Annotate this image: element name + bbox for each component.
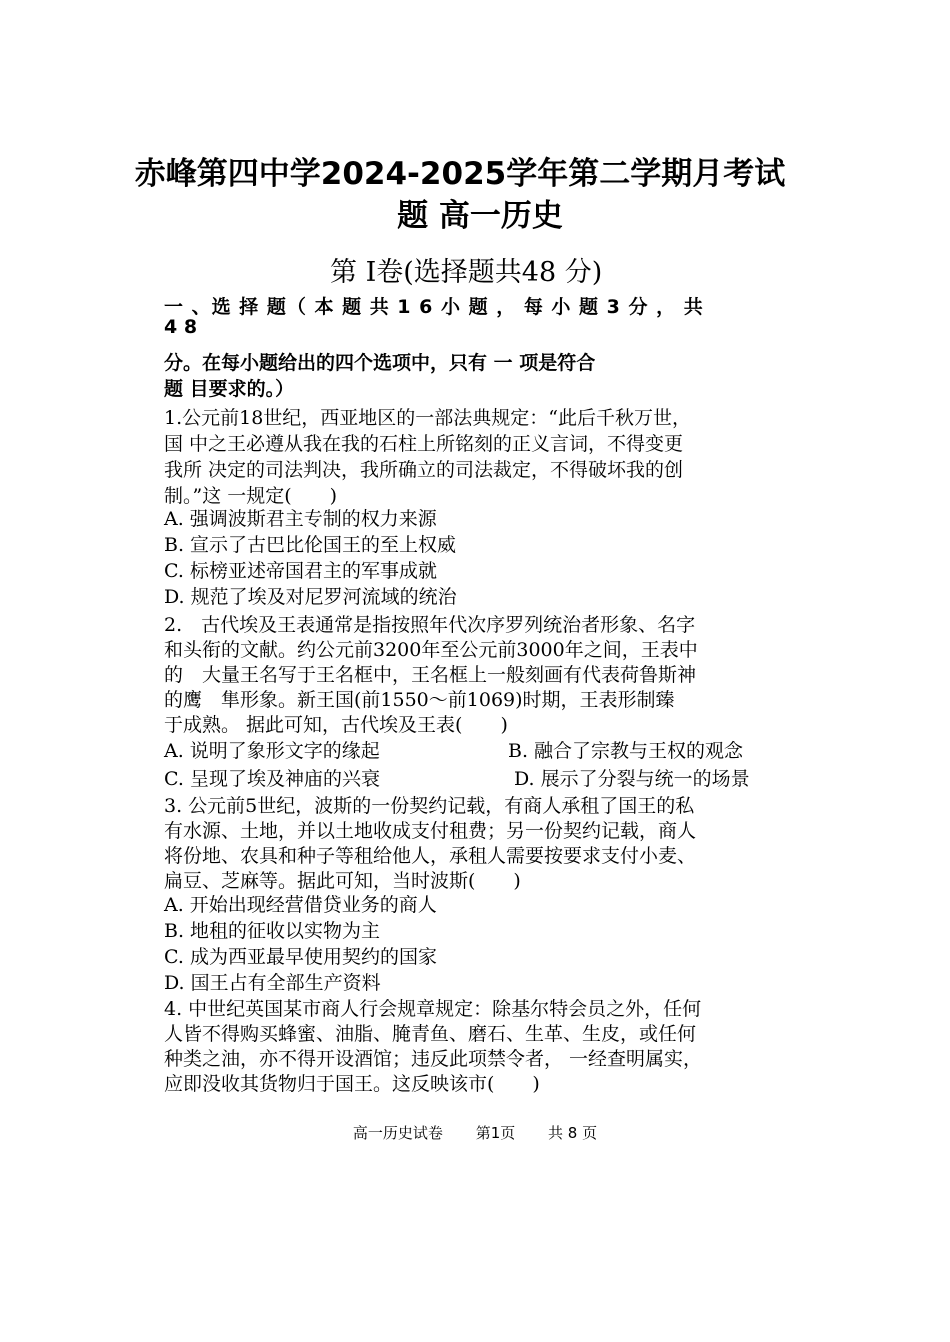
- section-instruction-line2: 4 8: [164, 316, 198, 338]
- question-3-option-b[interactable]: B. 地租的征收以实物为主: [164, 920, 381, 942]
- question-2-option-c[interactable]: C. 呈现了埃及神庙的兴衰: [164, 768, 380, 790]
- question-2-line: 2. 古代埃及王表通常是指按照年代次序罗列统治者形象、名字: [164, 614, 696, 636]
- exam-title-line2: 题 高一历史: [397, 198, 563, 234]
- question-3-option-c[interactable]: C. 成为西亚最早使用契约的国家: [164, 946, 437, 968]
- question-2-line: 和头衔的文献。约公元前3200年至公元前3000年之间，王表中: [164, 639, 698, 661]
- question-3-line: 3. 公元前5世纪，波斯的一份契约记载，有商人承租了国王的私: [164, 795, 695, 817]
- question-2-option-b[interactable]: B. 融合了宗教与王权的观念: [508, 740, 744, 762]
- question-4-line: 4. 中世纪英国某市商人行会规章规定：除基尔特会员之外，任何: [164, 998, 702, 1020]
- question-3-option-a[interactable]: A. 开始出现经营借贷业务的商人: [164, 894, 437, 916]
- question-1-option-b[interactable]: B. 宣示了古巴比伦国王的至上权威: [164, 534, 457, 556]
- section-instruction-line4: 题 目要求的。）: [164, 378, 295, 400]
- exam-title-line1: 赤峰第四中学2024-2025学年第二学期月考试: [134, 156, 786, 192]
- volume-heading: 第 Ⅰ卷(选择题共48 分): [330, 257, 603, 288]
- question-1-option-a[interactable]: A. 强调波斯君主专制的权力来源: [164, 508, 437, 530]
- question-4-line: 人皆不得购买蜂蜜、油脂、腌青鱼、磨石、生革、生皮，或任何: [164, 1023, 697, 1045]
- section-instruction-line1: 一 、选 择 题（ 本 题 共 1 6 小 题 ， 每 小 题 3 分 ， 共: [164, 296, 704, 318]
- footer-subject: 高一历史试卷: [352, 1124, 443, 1142]
- question-1-option-d[interactable]: D. 规范了埃及对尼罗河流域的统治: [164, 586, 457, 608]
- question-2-line: 的鹰 隼形象。新王国(前1550～前1069)时期，王表形制臻: [164, 689, 675, 711]
- question-3-line: 有水源、土地，并以土地收成支付租费；另一份契约记载，商人: [164, 820, 697, 842]
- question-3-line: 扁豆、芝麻等。据此可知，当时波斯( ): [164, 870, 521, 892]
- question-2-option-a[interactable]: A. 说明了象形文字的缘起: [164, 740, 380, 762]
- footer-page-number: 第1页: [475, 1124, 516, 1142]
- question-3-option-d[interactable]: D. 国王占有全部生产资料: [164, 972, 381, 994]
- question-1-line: 国 中之王必遵从我在我的石柱上所铭刻的正义言词，不得变更: [164, 433, 684, 455]
- question-4-line: 应即没收其货物归于国王。这反映该市( ): [164, 1073, 540, 1095]
- question-3-line: 将份地、农具和种子等租给他人，承租人需要按要求支付小麦、: [164, 845, 697, 867]
- footer-total-pages: 共 8 页: [548, 1124, 598, 1142]
- question-1-line: 制。”这 一规定( ): [164, 485, 338, 507]
- question-1-option-c[interactable]: C. 标榜亚述帝国君主的军事成就: [164, 560, 437, 582]
- question-1-line: 1.公元前18世纪，西亚地区的一部法典规定：“此后千秋万世，: [164, 407, 692, 429]
- question-4-line: 种类之油，亦不得开设酒馆；违反此项禁令者， 一经查明属实，: [164, 1048, 703, 1070]
- question-1-line: 我所 决定的司法判决，我所确立的司法裁定，不得破坏我的创: [164, 459, 684, 481]
- question-2-line: 于成熟。 据此可知，古代埃及王表( ): [164, 714, 508, 736]
- section-instruction-line3: 分。在每小题给出的四个选项中，只有 一 项是符合: [164, 352, 596, 374]
- page-footer: [0, 1122, 950, 1143]
- question-2-option-d[interactable]: D. 展示了分裂与统一的场景: [514, 768, 750, 790]
- question-2-line: 的 大量王名写于王名框中，王名框上一般刻画有代表荷鲁斯神: [164, 664, 697, 686]
